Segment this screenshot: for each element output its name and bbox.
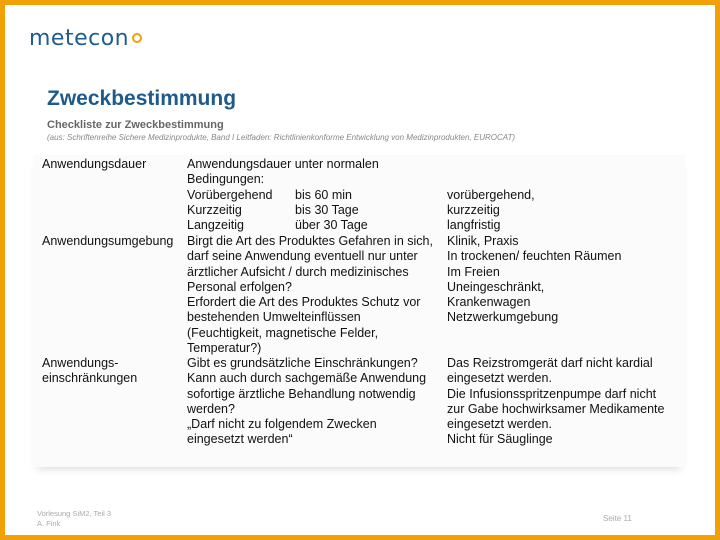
description-line: darf seine Anwendung eventuell nur unter <box>187 249 418 264</box>
description-line: eingesetzt werden“ <box>187 432 293 447</box>
logo-dot-icon <box>132 33 142 43</box>
row-label-line: Anwendungsdauer <box>42 157 147 171</box>
metecon-logo <box>29 26 142 52</box>
duration-value: bis 30 Tage <box>295 202 359 217</box>
row-label <box>42 234 187 249</box>
example-line: Nicht für Säuglinge <box>447 432 553 447</box>
footer-author: A. Fink <box>37 519 61 528</box>
row-description <box>187 356 449 448</box>
example-line: vorübergehend, <box>447 187 535 202</box>
example-line: Das Reizstromgerät darf nicht kardial <box>447 356 653 370</box>
description-line: Temperatur?) <box>187 341 262 356</box>
duration-name: Langzeitig <box>187 218 244 233</box>
row-examples <box>447 188 682 234</box>
description-line: Birgt die Art des Produktes Gefahren in sich, <box>187 234 433 248</box>
description-line: bestehenden Umwelteinflüssen <box>187 310 361 325</box>
description-line: (Feuchtigkeit, magnetische Felder, <box>187 325 379 340</box>
example-line: eingesetzt werden. <box>447 417 552 432</box>
example-line: zur Gabe hochwirksamer Medikamente <box>447 401 665 416</box>
description-line: sofortige ärztliche Behandlung notwendig <box>187 386 416 401</box>
example-line: langfristig <box>447 218 501 233</box>
duration-name: Vorübergehend <box>187 187 273 202</box>
row-label-line: einschränkungen <box>42 371 138 386</box>
duration-item <box>187 203 449 218</box>
example-line: In trockenen/ feuchten Räumen <box>447 249 622 264</box>
example-line: Netzwerkumgebung <box>447 310 559 325</box>
duration-item <box>187 218 449 233</box>
description-line: Personal erfolgen? <box>187 279 292 294</box>
example-line: Uneingeschränkt, <box>447 279 545 294</box>
logo-text: metecon <box>29 26 130 51</box>
row-description <box>187 234 449 356</box>
row-label <box>42 157 187 172</box>
description-line: „Darf nicht zu folgendem Zwecken <box>187 417 377 432</box>
row-label <box>42 356 187 387</box>
example-line: Krankenwagen <box>447 295 531 310</box>
description-line: Gibt es grundsätzliche Einschränkungen? <box>187 356 418 370</box>
duration-item <box>187 188 449 203</box>
row-label-line: Anwendungs- <box>42 356 119 370</box>
example-line: Klinik, Praxis <box>447 234 519 248</box>
example-line: kurzzeitig <box>447 202 500 217</box>
example-line: Die Infusionsspritzenpumpe darf nicht <box>447 386 657 401</box>
page-subtitle: Checkliste zur Zweckbestimmung <box>47 119 224 131</box>
description-line: Anwendungsdauer unter normalen <box>187 157 379 171</box>
source-citation: (aus: Schriftenreihe Sichere Medizinprodukte, Band I Leitfaden: Richtlinienkonforme Entwicklung von Medizinprodukten, EUROCAT) <box>47 133 516 142</box>
example-line: Im Freien <box>447 264 500 279</box>
description-line: ärztlicher Aufsicht / durch medizinisches <box>187 264 409 279</box>
page-number: Seite 11 <box>603 514 632 523</box>
duration-value: über 30 Tage <box>295 218 368 233</box>
footer-lecture: Vorlesung SiM2, Teil 3 <box>37 509 112 518</box>
description-line: Kann auch durch sachgemäße Anwendung <box>187 371 427 386</box>
footer-info <box>37 509 111 529</box>
description-line: Erfordert die Art des Produktes Schutz vor <box>187 295 421 310</box>
row-examples <box>447 356 682 448</box>
page-title: Zweckbestimmung <box>47 87 237 110</box>
row-description <box>187 157 449 233</box>
row-label-line: Anwendungsumgebung <box>42 234 174 248</box>
duration-name: Kurzzeitig <box>187 202 242 217</box>
description-line: werden? <box>187 401 235 416</box>
description-line: Bedingungen: <box>187 172 265 187</box>
duration-value: bis 60 min <box>295 187 352 202</box>
row-examples <box>447 234 682 326</box>
example-line: eingesetzt werden. <box>447 371 552 386</box>
